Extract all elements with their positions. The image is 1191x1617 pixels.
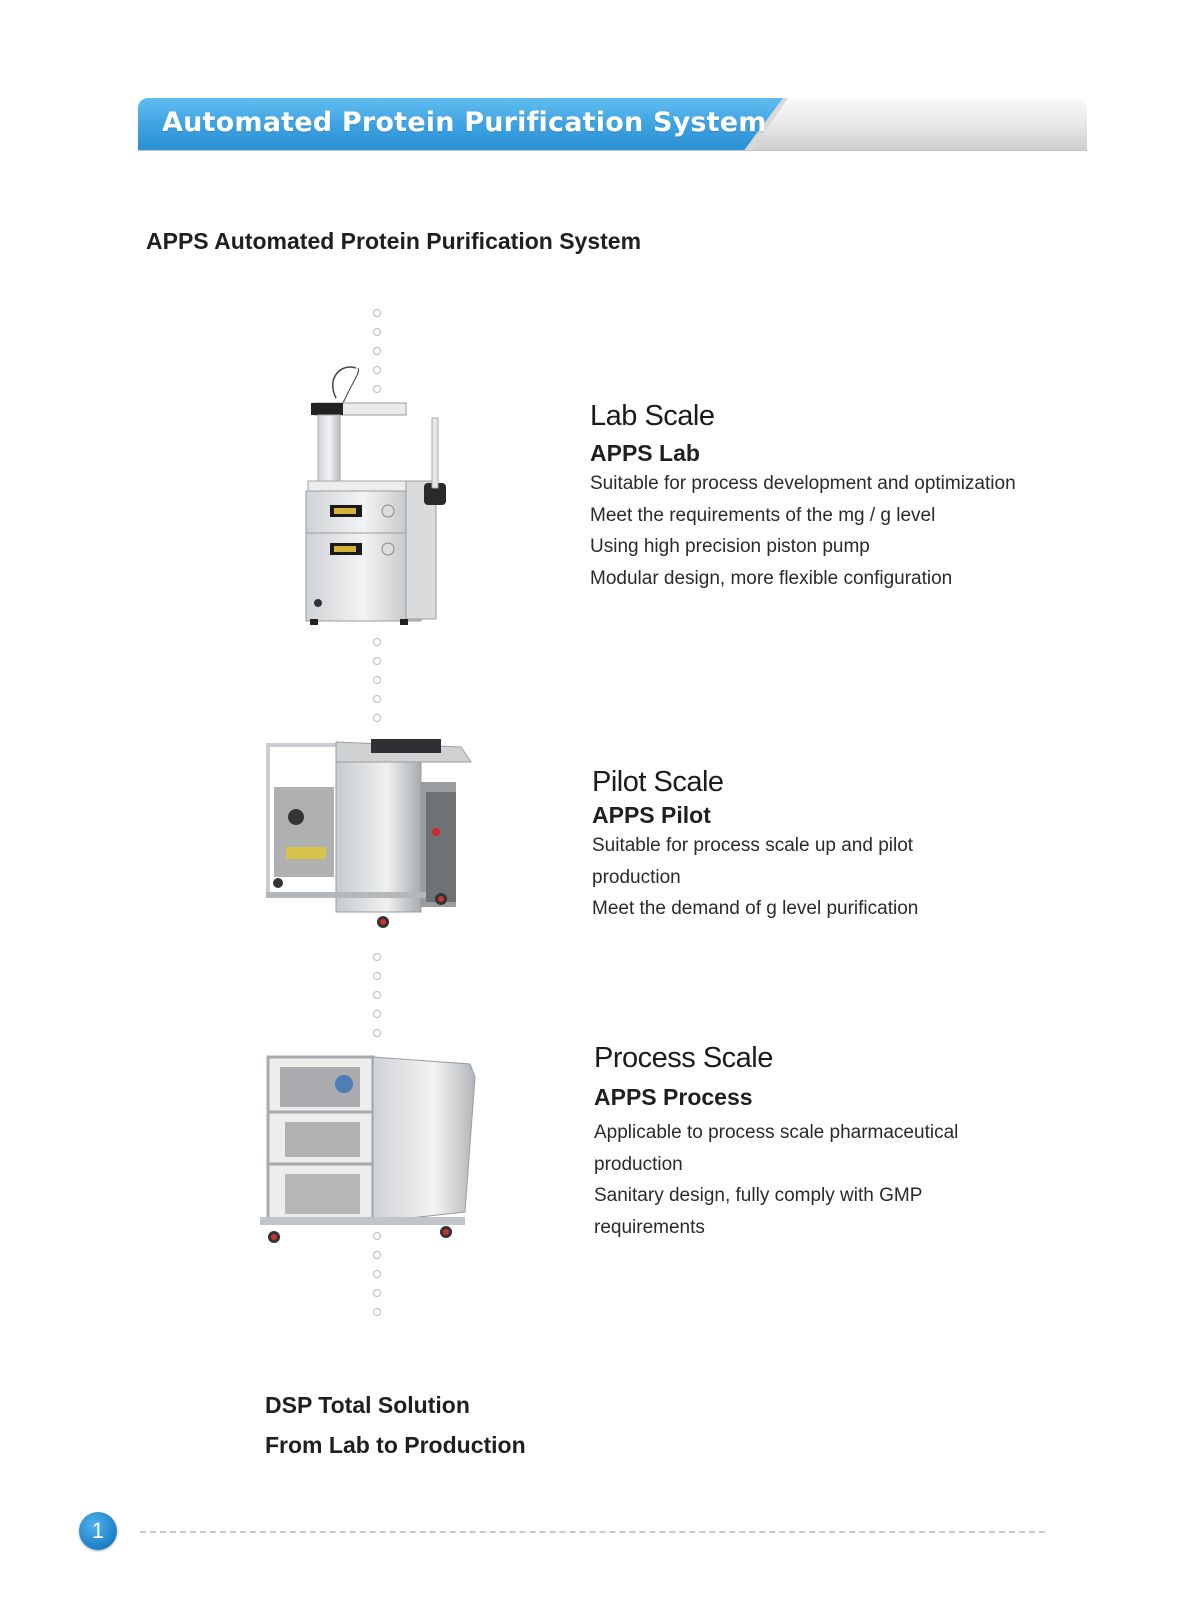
feature-line: Suitable for process scale up and pilot: [592, 835, 914, 856]
timeline-dot: [373, 953, 381, 961]
feature-line: production: [592, 866, 681, 888]
section-process-scale: [594, 1040, 958, 1243]
feature-line: requirements: [594, 1216, 705, 1238]
feature-line: Meet the demand of g level purification: [592, 898, 919, 919]
section-title: Process Scale: [594, 1042, 773, 1074]
timeline-dot: [373, 1308, 381, 1316]
tagline-line-1: DSP Total Solution: [265, 1392, 470, 1418]
process-system-image: [260, 1052, 485, 1252]
feature-line: Modular design, more flexible configuration: [590, 567, 953, 589]
page-subtitle: APPS Automated Protein Purification System: [146, 228, 642, 254]
product-name: APPS Pilot: [592, 802, 711, 828]
section-pilot-scale: [592, 764, 918, 925]
pilot-system-image: [266, 737, 476, 952]
timeline-dot: [373, 328, 381, 336]
banner-title: Automated Protein Purification System: [162, 107, 767, 138]
timeline-dot: [373, 347, 381, 355]
feature-line: Sanitary design, fully comply with GMP: [594, 1185, 923, 1206]
timeline-dot: [373, 657, 381, 665]
timeline-dot: [373, 972, 381, 980]
lab-system-image: [296, 363, 486, 638]
section-lab-scale: [590, 398, 1016, 594]
timeline-dot: [373, 638, 381, 646]
tagline-line-2: From Lab to Production: [265, 1432, 526, 1458]
timeline-dot: [373, 714, 381, 722]
timeline-dot: [373, 991, 381, 999]
footer-divider: [140, 1531, 1045, 1533]
header-banner: [138, 98, 1087, 150]
timeline-dot: [373, 1270, 381, 1278]
feature-line: Meet the requirements of the mg / g level: [590, 504, 936, 526]
timeline-dot: [373, 1289, 381, 1297]
timeline-dot: [373, 676, 381, 684]
page-number-badge: 1: [79, 1512, 117, 1550]
timeline-dot: [373, 1251, 381, 1259]
product-name: APPS Lab: [590, 440, 700, 466]
feature-line: Using high precision piston pump: [590, 536, 870, 557]
section-title: Pilot Scale: [592, 766, 724, 798]
feature-line: production: [594, 1153, 683, 1175]
feature-line: Suitable for process development and optimization: [590, 473, 1016, 494]
feature-line: Applicable to process scale pharmaceutical: [594, 1122, 959, 1143]
timeline-dot: [373, 309, 381, 317]
product-name: APPS Process: [594, 1084, 753, 1110]
section-title: Lab Scale: [590, 400, 715, 432]
timeline-dot: [373, 1029, 381, 1037]
timeline-dot: [373, 695, 381, 703]
timeline-dot: [373, 1010, 381, 1018]
